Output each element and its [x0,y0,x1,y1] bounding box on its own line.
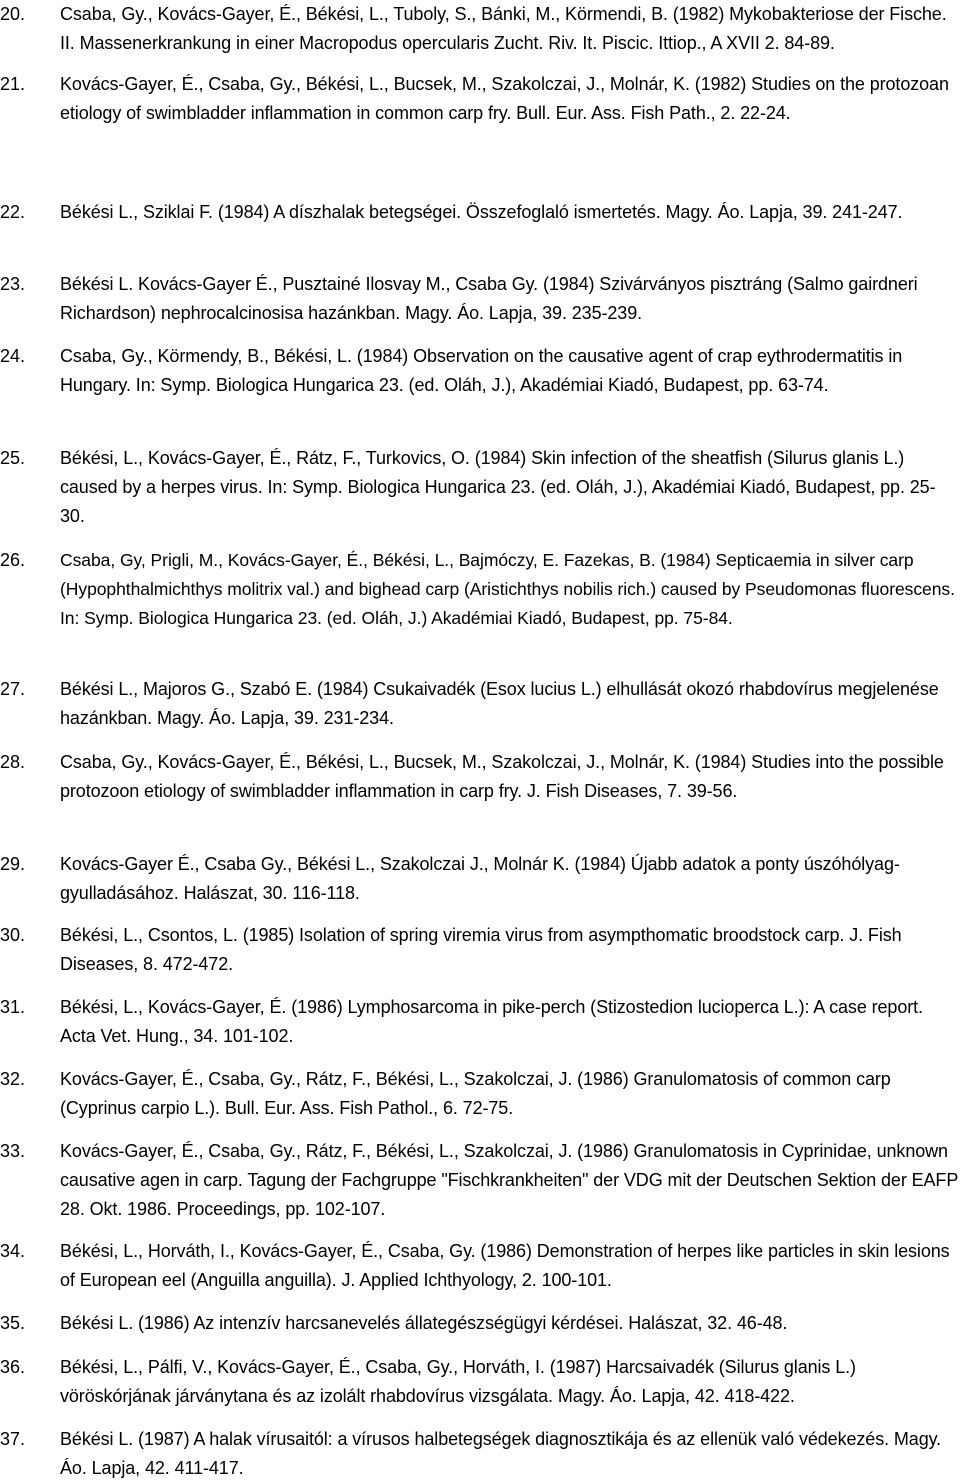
reference-text: Kovács-Gayer É., Csaba Gy., Békési L., Szakolczai J., Molnár K. (1984) Újabb adatok a ponty úszóhólyag-gyulladásához. Halászat, 30. 116-118. [60,854,900,903]
reference-text: Békési L. Kovács-Gayer É., Pusztainé Ilosvay M., Csaba Gy. (1984) Szivárványos pisztráng (Salmo gairdneri Richardson) nephrocalcinosisa hazánkban. Magy. Áo. Lapja, 39. 235-239. [60,274,918,323]
reference-number: 33. [0,1141,26,1161]
reference-text: Csaba, Gy., Kovács-Gayer, É., Békési, L., Bucsek, M., Szakolczai, J., Molnár, K. (1984) Studies into the possible protozoon etiology of swimbladder inflammation in carp fry. J. Fish Diseases, 7. 39-56. [60,752,944,801]
reference-text: Békési L. (1986) Az intenzív harcsanevelés állategészségügyi kérdései. Halászat, 32. 46-48. [60,1313,788,1333]
reference-text: Békési, L., Csontos, L. (1985) Isolation of spring viremia virus from asympthomatic broodstock carp. J. Fish Diseases, 8. 472-472. [60,925,902,974]
reference-number: 26. [0,550,26,570]
reference-number: 22. [0,202,26,222]
reference-number: 29. [0,854,26,874]
reference-number: 34. [0,1241,26,1261]
reference-number: 28. [0,752,26,772]
reference-text: Békési L., Sziklai F. (1984) A díszhalak betegségei. Összefoglaló ismertetés. Magy. Áo. Lapja, 39. 241-247. [60,202,903,222]
reference-text: Kovács-Gayer, É., Csaba, Gy., Békési, L., Bucsek, M., Szakolczai, J., Molnár, K. (1982) Studies on the protozoan etiology of swimbladder inflammation in common carp fry. Bull. Eur. Ass. Fish Path., 2. 22-24. [60,74,949,123]
reference-text: Csaba, Gy., Kovács-Gayer, É., Békési, L., Tuboly, S., Bánki, M., Körmendi, B. (1982) Mykobakteriose der Fische. II. Massenerkrankung in einer Macropodus opercularis Zucht. Riv. It. Piscic. Ittiop., A XVII 2. 84-89. [60,4,947,53]
reference-number: 36. [0,1357,26,1377]
reference-text: Kovács-Gayer, É., Csaba, Gy., Rátz, F., Békési, L., Szakolczai, J. (1986) Granulomatosis of common carp (Cyprinus carpio L.). Bull. Eur. Ass. Fish Pathol., 6. 72-75. [60,1069,891,1118]
reference-text: Békési L. (1987) A halak vírusaitól: a vírusos halbetegségek diagnosztikája és az ellenük való védekezés. Magy. Áo. Lapja, 42. 411-417. [60,1429,942,1478]
reference-text: Békési, L., Kovács-Gayer, É., Rátz, F., Turkovics, O. (1984) Skin infection of the sheatfish (Silurus glanis L.) caused by a herpes virus. In: Symp. Biologica Hungarica 23. (ed. Oláh, J.), Akadémiai Kiadó, Budapest, pp. 25-30. [60,448,936,526]
reference-number: 24. [0,346,26,366]
reference-number: 27. [0,679,26,699]
reference-text: Békési, L., Pálfi, V., Kovács-Gayer, É., Csaba, Gy., Horváth, I. (1987) Harcsaivadék (Silurus glanis L.) vöröskórjának járványtana és az izolált rhabdovírus vizsgálata. Magy. Áo. Lapja, 42. 418-422. [60,1357,856,1406]
reference-text: Békési, L., Kovács-Gayer, É. (1986) Lymphosarcoma in pike-perch (Stizostedion lucioperca L.): A case report. Acta Vet. Hung., 34. 101-102. [60,997,923,1046]
reference-number: 35. [0,1313,26,1333]
reference-number: 25. [0,448,26,468]
reference-text: Békési L., Majoros G., Szabó E. (1984) Csukaivadék (Esox lucius L.) elhullását okozó rhabdovírus megjelenése hazánkban. Magy. Áo. Lapja, 39. 231-234. [60,679,939,728]
reference-text: Csaba, Gy., Körmendy, B., Békési, L. (1984) Observation on the causative agent of crap eythrodermatitis in Hungary. In: Symp. Biologica Hungarica 23. (ed. Oláh, J.), Akadémiai Kiadó, Budapest, pp. 63-74. [60,346,903,395]
reference-number: 31. [0,997,26,1017]
reference-number: 30. [0,925,26,945]
reference-number: 32. [0,1069,26,1089]
reference-number: 21. [0,74,26,94]
reference-text: Csaba, Gy, Prigli, M., Kovács-Gayer, É., Békési, L., Bajmóczy, E. Fazekas, B. (1984) Septicaemia in silver carp (Hypophthalmichthys molitrix val.) and bighead carp (Aristichthys nobilis rich.) caused by Pseudomonas fluorescens. In: Symp. Biologica Hungarica 23. (ed. Oláh, J.) Akadémiai Kiadó, Budapest, pp. 75-84. [60,550,955,628]
reference-number: 37. [0,1429,26,1449]
reference-number: 20. [0,4,26,24]
reference-text: Békési, L., Horváth, I., Kovács-Gayer, É., Csaba, Gy. (1986) Demonstration of herpes like particles in skin lesions of European eel (Anguilla anguilla). J. Applied Ichthyology, 2. 100-101. [60,1241,950,1290]
reference-number: 23. [0,274,26,294]
reference-text: Kovács-Gayer, É., Csaba, Gy., Rátz, F., Békési, L., Szakolczai, J. (1986) Granulomatosis in Cyprinidae, unknown causative agen in carp. Tagung der Fachgruppe "Fischkrankheiten" der VDG mit der Deutschen Sektion der EAFP 28. Okt. 1986. Proceedings, pp. 102-107. [60,1141,958,1219]
